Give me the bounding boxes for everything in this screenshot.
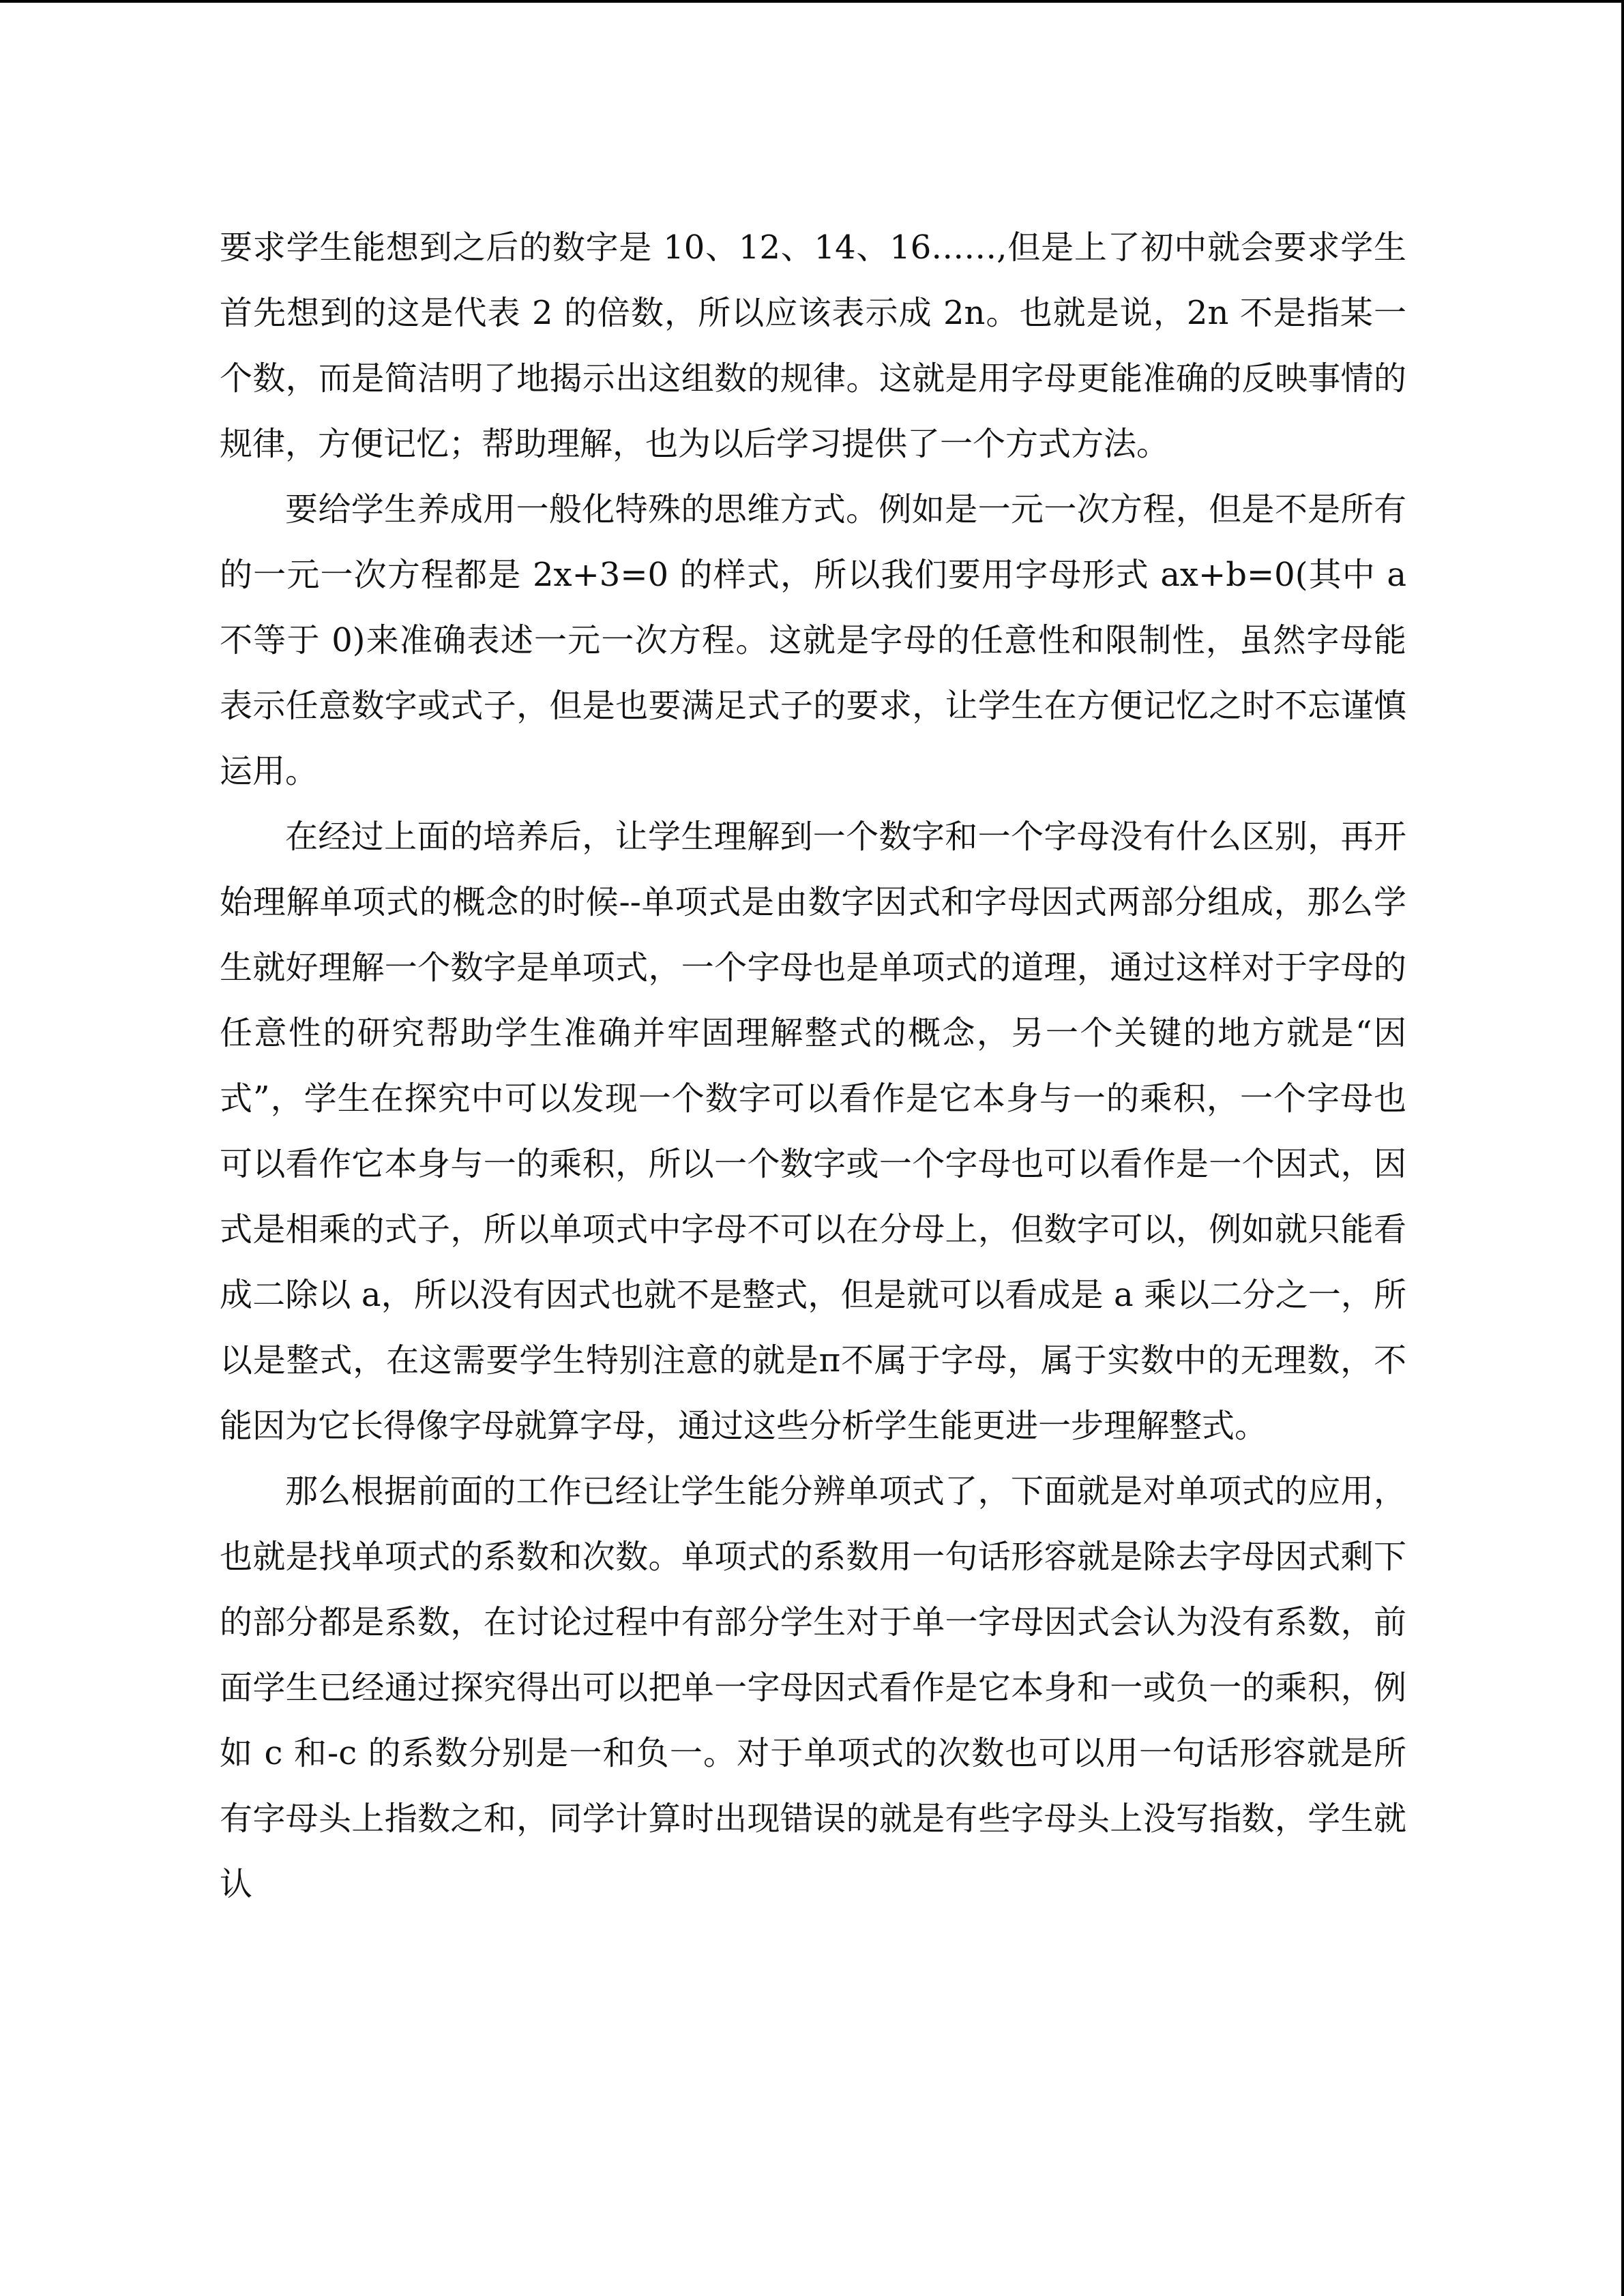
page-top-border [0, 0, 1624, 3]
paragraph-3: 在经过上面的培养后，让学生理解到一个数字和一个字母没有什么区别，再开始理解单项式的概念的时候--单项式是由数字因式和字母因式两部分组成，那么学生就好理解一个数字是单项式，一个字母也是单项式的道理，通过这样对于字母的任意性的研究帮助学生准确并牢固理解整式的概念，另一个关键的地方就是“因式”，学生在探究中可以发现一个数字可以看作是它本身与一的乘积，一个字母也可以看作它本身与一的乘积，所以一个数字或一个字母也可以看作是一个因式，因式是相乘的式子，所以单项式中字母不可以在分母上，但数字可以，例如就只能看成二除以 a，所以没有因式也就不是整式，但是就可以看成是 a 乘以二分之一，所以是整式，在这需要学生特别注意的就是π不属于字母，属于实数中的无理数，不能因为它长得像字母就算字母，通过这些分析学生能更进一步理解整式。 [220, 818, 1406, 1445]
paragraph-2: 要给学生养成用一般化特殊的思维方式。例如是一元一次方程，但是不是所有的一元一次方程都是 2x+3=0 的样式，所以我们要用字母形式 ax+b=0(其中 a 不等于 0)来准确表述一元一次方程。这就是字母的任意性和限制性，虽然字母能表示任意数字或式子，但是也要满足式子的要求，让学生在方便记忆之时不忘谨慎运用。 [220, 490, 1406, 790]
paragraph-4: 那么根据前面的工作已经让学生能分辨单项式了，下面就是对单项式的应用，也就是找单项式的系数和次数。单项式的系数用一句话形容就是除去字母因式剩下的部分都是系数，在讨论过程中有部分学生对于单一字母因式会认为没有系数，前面学生已经通过探究得出可以把单一字母因式看作是它本身和一或负一的乘积，例如 c 和-c 的系数分别是一和负一。对于单项式的次数也可以用一句话形容就是所有字母头上指数之和，同学计算时出现错误的就是有些字母头上没写指数，学生就认 [220, 1472, 1406, 1903]
page-right-border [1621, 0, 1624, 2296]
paragraph-1: 要求学生能想到之后的数字是 10、12、14、16……,但是上了初中就会要求学生首先想到的这是代表 2 的倍数，所以应该表示成 2n。也就是说，2n 不是指某一个数，而是简洁明了地揭示出这组数的规律。这就是用字母更能准确的反映事情的规律，方便记忆；帮助理解，也为以后学习提供了一个方式方法。 [220, 228, 1406, 463]
document-body [220, 215, 1406, 1917]
